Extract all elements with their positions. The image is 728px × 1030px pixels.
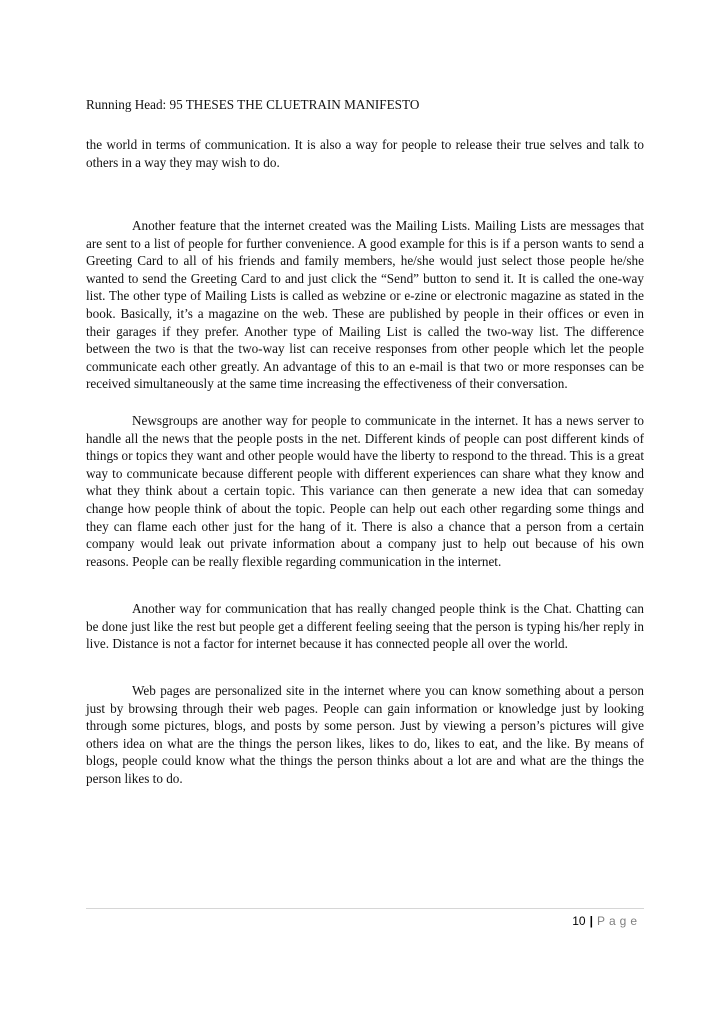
paragraph-continuation: the world in terms of communication. It is also a way for people to release their true selves and talk to others in a way they may wish to do. [86,137,644,170]
paragraph-web-pages: Web pages are personalized site in the internet where you can know something about a person just by browsing through their web pages. People can gain information or knowledge just by looking through some pictures, blogs, and posts by some person. Just by viewing a person’s pictures will give others idea on what are the things the person likes, likes to do, likes to eat, and the like. By means of blogs, people could know what the things the person thinks about a lot are and what are the things the person likes to do. [86,683,644,786]
paragraph-newsgroups: Newsgroups are another way for people to communicate in the internet. It has a news server to handle all the news that the people posts in the net. Different kinds of people can post different kinds of things or topics they want and other people would have the liberty to respond to the thread. This is a great way to communicate because different people with different experiences can share what they know and what they think about a certain topic. This variance can then generate a new idea that can someday change how people think of about the topic. People can help out each other regarding some things and they can flame each other just for the hang of it. There is also a chance that a person from a certain company would leak out private information about a company just to help out because of his own reasons. People can be really flexible regarding communication in the internet. [86,413,644,569]
page-footer [572,914,641,928]
footer-divider [86,908,644,909]
footer-separator: | [589,914,593,928]
paragraph-mailing-lists: Another feature that the internet created was the Mailing Lists. Mailing Lists are messages that are sent to a list of people for further convenience. A good example for this is if a person wants to send a Greeting Card to all of his friends and family members, he/she would just select those people he/she wanted to send the Greeting Card to and just click the “Send” button to send it. It is called the one-way list. The other type of Mailing Lists is called as webzine or e-zine or electronic magazine as stated in the book. Basically, it’s a magazine on the web. These are published by people in their offices or even in their garages if they prefer. Another type of Mailing List is called the two-way list. The difference between the two is that the two-way list can receive responses from other people which let the people communicate each other greatly. An advantage of this to an e-mail is that two or more responses can be received simultaneously at the same time increasing the effectiveness of their conversation. [86,218,644,392]
page-number: 10 [572,914,586,928]
running-head: Running Head: 95 THESES THE CLUETRAIN MANIFESTO [86,97,420,112]
paragraph-chat: Another way for communication that has really changed people think is the Chat. Chatting can be done just like the rest but people get a different feeling seeing that the person is typing his/her reply in live. Distance is not a factor for internet because it has connected people all over the world. [86,601,644,652]
page-label: Page [596,914,641,928]
